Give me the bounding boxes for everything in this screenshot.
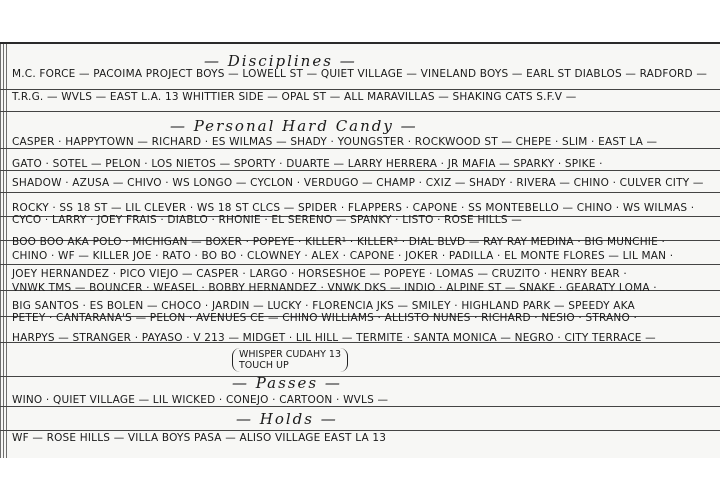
disciplines-line-1: M.C. FORCE — PACOIMA PROJECT BOYS — LOWELL ST — QUIET VILLAGE — VINELAND BOYS — EARL ST DIABLOS — RADFORD — xyxy=(12,68,708,80)
hard-candy-line-9: VNWK TMS — BOUNCER · WEASEL · BOBBY HERNANDEZ · VNWK DKS — INDIO · ALPINE ST — SNAKE · GEARATY LOMA · xyxy=(12,282,657,294)
ruled-line xyxy=(0,192,720,193)
ruled-line xyxy=(0,148,720,149)
section-title-holds: — Holds — xyxy=(236,410,338,428)
ruled-line xyxy=(0,264,720,265)
hard-candy-line-12: HARPYS — STRANGER · PAYASO · V 213 — MIDGET · LIL HILL — TERMITE · SANTA MONICA — NEGRO · CITY TERRACE — xyxy=(12,332,656,344)
section-title-passes: — Passes — xyxy=(232,374,342,392)
hard-candy-line-1: CASPER · HAPPYTOWN — RICHARD · ES WILMAS — SHADY · YOUNGSTER · ROCKWOOD ST — CHEPE · SLIM · EAST LA — xyxy=(12,136,658,148)
hard-candy-line-7: CHINO · WF — KILLER JOE · RATO · BO BO · CLOWNEY · ALEX · CAPONE · JOKER · PADILLA · EL MONTE FLORES — LIL MAN · xyxy=(12,250,674,262)
hard-candy-line-11: PETEY · CANTARANA'S — PELON · AVENUES CE — CHINO WILLIAMS · ALLISTO NUNES · RICHARD · NESIO · STRANO · xyxy=(12,312,638,324)
holds-line-1: WF — ROSE HILLS — VILLA BOYS PASA — ALISO VILLAGE EAST LA 13 xyxy=(12,432,387,444)
bracket-note xyxy=(232,348,348,372)
hard-candy-line-3: SHADOW · AZUSA — CHIVO · WS LONGO — CYCLON · VERDUGO — CHAMP · CXIZ — SHADY · RIVERA — CHINO · CULVER CITY — xyxy=(12,177,704,189)
note-line-1: WHISPER CUDAHY 13 xyxy=(239,349,342,360)
hard-candy-line-5: CYCO · LARRY · JOEY FRAIS · DIABLO · RHONIE · EL SERENO — SPANKY · LISTO · ROSE HILLS — xyxy=(12,214,522,226)
ruled-line xyxy=(0,89,720,90)
ruled-line xyxy=(0,170,720,171)
disciplines-line-2: T.R.G. — WVLS — EAST L.A. 13 WHITTIER SIDE — OPAL ST — ALL MARAVILLAS — SHAKING CATS S.F.V — xyxy=(12,91,577,103)
hard-candy-line-4: ROCKY · SS 18 ST — LIL CLEVER · WS 18 ST CLCS — SPIDER · FLAPPERS · CAPONE · SS MONTEBELLO — CHINO · WS WILMAS · xyxy=(12,202,695,214)
handwritten-ledger-page xyxy=(0,42,720,458)
left-margin-lines xyxy=(0,44,9,458)
hard-candy-line-2: GATO · SOTEL — PELON · LOS NIETOS — SPORTY · DUARTE — LARRY HERRERA · JR MAFIA — SPARKY · SPIKE · xyxy=(12,158,603,170)
ruled-line xyxy=(0,111,720,112)
hard-candy-line-6: BOO BOO AKA POLO · MICHIGAN — BOXER · POPEYE · KILLER¹ · KILLER² · DIAL BLVD — RAY RAY MEDINA · BIG MUNCHIE · xyxy=(12,236,665,248)
passes-line-1: WINO · QUIET VILLAGE — LIL WICKED · CONEJO · CARTOON · WVLS — xyxy=(12,394,389,406)
section-title-personal-hard-candy: — Personal Hard Candy — xyxy=(170,117,418,135)
ruled-line xyxy=(0,376,720,377)
hard-candy-line-10: BIG SANTOS · ES BOLEN — CHOCO · JARDIN — LUCKY · FLORENCIA JKS — SMILEY · HIGHLAND PARK — SPEEDY AKA xyxy=(12,300,635,312)
hard-candy-line-8: JOEY HERNANDEZ · PICO VIEJO — CASPER · LARGO · HORSESHOE — POPEYE · LOMAS — CRUZITO · HENRY BEAR · xyxy=(12,268,627,280)
ruled-line xyxy=(0,406,720,407)
note-line-2: TOUCH UP xyxy=(239,360,289,371)
ruled-line xyxy=(0,430,720,431)
section-title-disciplines: — Disciplines — xyxy=(204,52,357,70)
